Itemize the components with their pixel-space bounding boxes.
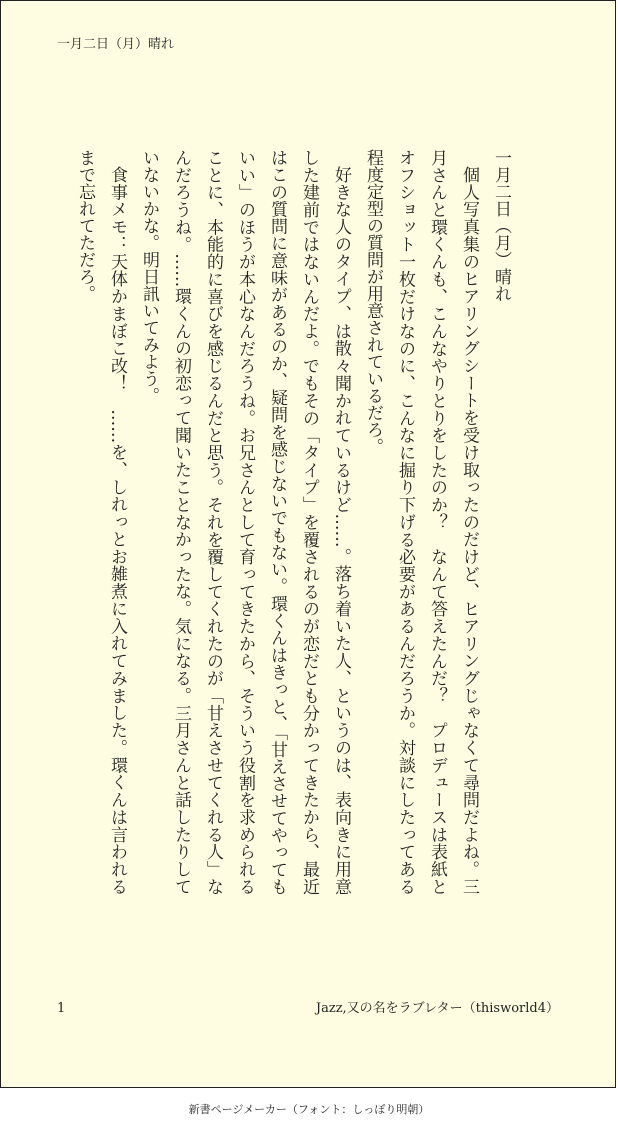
running-header: 一月二日（月）晴れ [57, 37, 175, 52]
page-number: 1 [57, 1001, 66, 1016]
vertical-text-body [53, 149, 557, 895]
paragraph-2: 好きな人のタイプ、は散々聞かれているけど……。落ち着いた人、というのは、表向きに用意した建前ではないんだよ。でもその「タイプ」を覆されるのが恋だとも分かってきたから、最近はこの質問に意味があるのか、疑問を感じないでもない。環くんはきっと、「甘えさせてやってもいい」のほうが本心なんだろうね。お兄さんとして育ってきたから、そういう役割を求められることに、本能的に喜びを感じるんだと思う。それを覆してくれたのが「甘えさせてくれる人」なんだろうね。……環くんの初恋って聞いたことなかったな。気になる。三月さんと話したりしていないかな。明日訊いてみよう。 [139, 149, 351, 895]
paragraph-3: 食事メモ：天体かまぼこ改！ ……を、しれっとお雑煮に入れてみました。環くんは言われるまで忘れてただろ。 [75, 149, 127, 895]
book-title: Jazz,又の名をラブレター（thisworld4） [315, 1001, 559, 1016]
entry-title: 一月二日（月）晴れ [491, 149, 511, 302]
paragraph-1: 個人写真集のヒアリングシートを受け取ったのだけど、ヒアリングじゃなくて尋問だよね。三月さんと環くんも、こんなやりとりをしたのか？ なんて答えたんだ？ プロデュースは表紙とオフショット一枚だけなのに、こんなに掘り下げる必要があるんだろうか。対談にしたってある程度定型の質問が用意されているだろ。 [363, 149, 479, 895]
generator-caption: 新書ページメーカー（フォント：しっぽり明朝） [188, 1103, 430, 1116]
